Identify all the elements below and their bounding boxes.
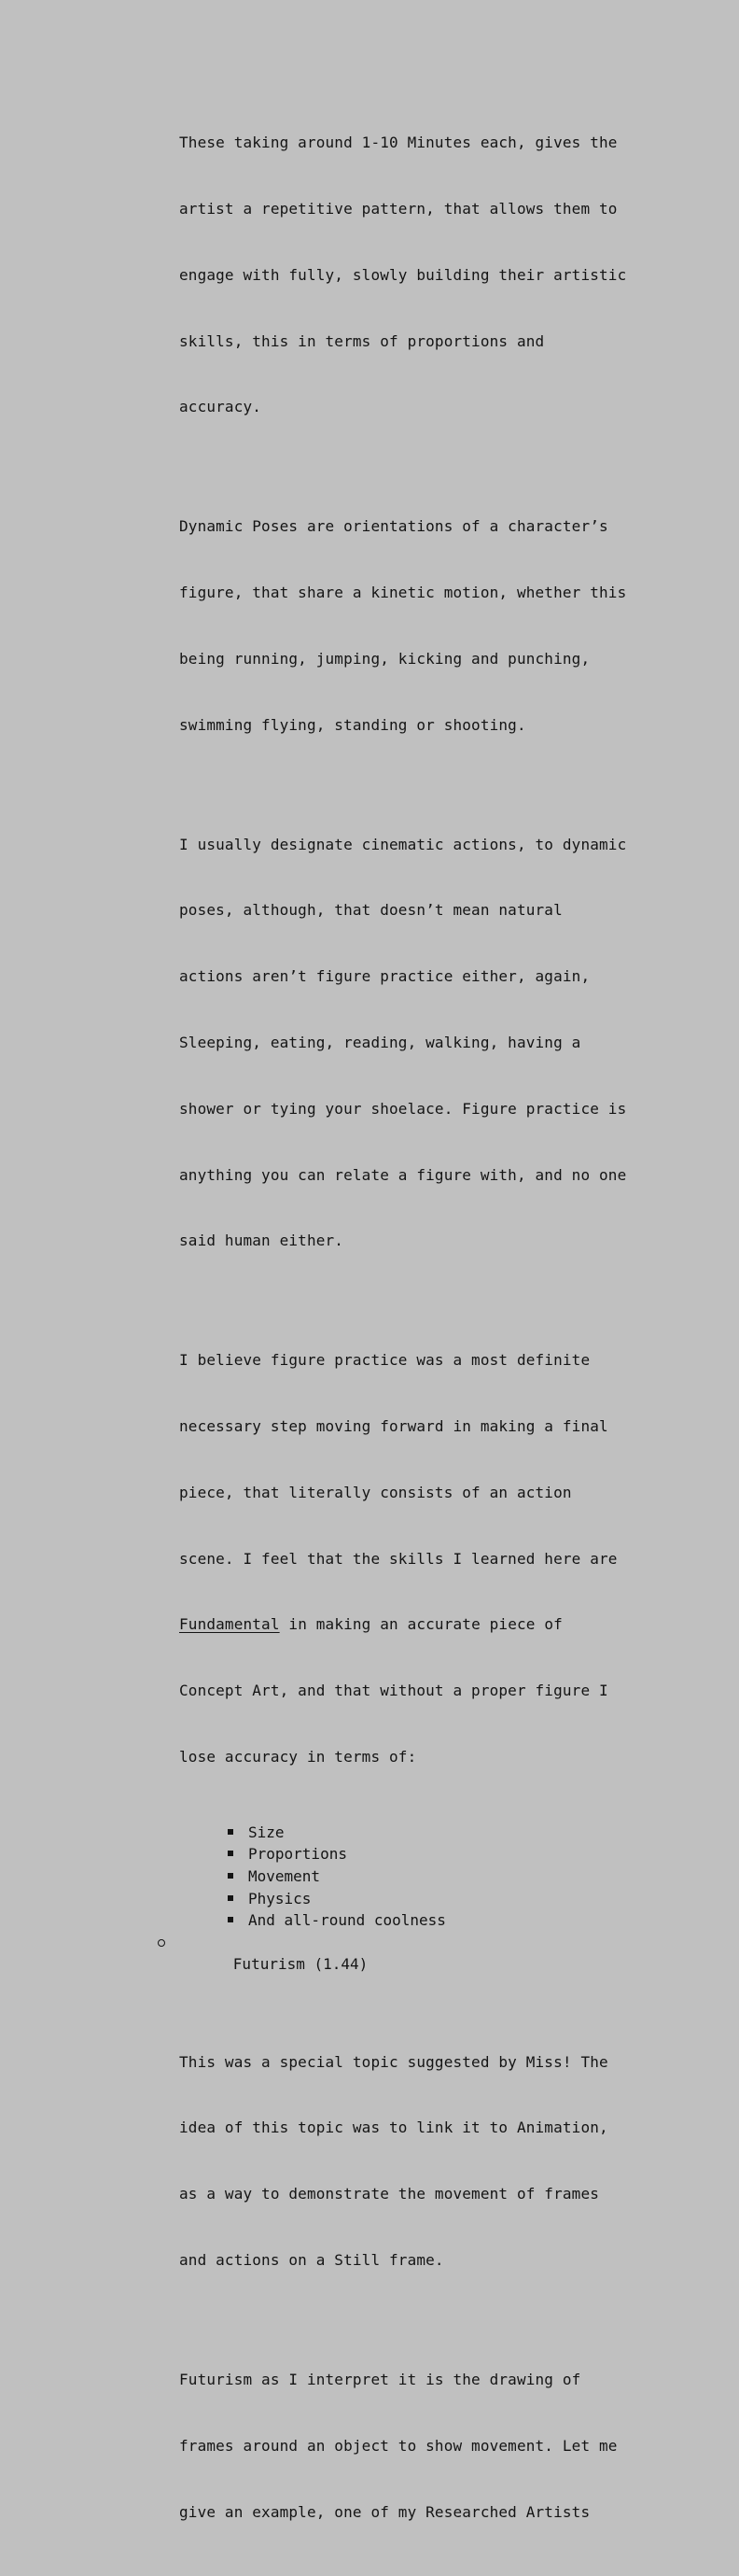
paragraph-cinematic-actions: I usually designate cinematic actions, to dynamic poses, although, that doesn’t mean natural actions aren’t figure practice either, again, Sleeping, eating, reading, walking, having a shower or tying your shoelace. Figure practice is anything you can relate a figure with, and no one said human either. (179, 835, 627, 1250)
list-item: Physics (248, 1888, 664, 1910)
paragraph-figure-timing: These taking around 1-10 Minutes each, gives the artist a repetitive pattern, that allows them to engage with fully, slowly building their artistic skills, this in terms of proportions and accuracy. (179, 134, 627, 416)
section-heading-futurism: Futurism (1.44) (179, 1932, 664, 1998)
paragraph-futurism-topic: This was a special topic suggested by Miss! The idea of this topic was to link it to Animation, as a way to demonstrate the movement of frames and actions on a Still frame. (179, 2052, 608, 2269)
paragraph-futurism-interpretation: Futurism as I interpret it is the drawing of frames around an object to show movement. Let me give an example, one of my Researched Artists (179, 2370, 618, 2521)
paragraph-dynamic-poses: Dynamic Poses are orientations of a character’s figure, that share a kinetic motion, whether this being running, jumping, kicking and punching, swimming flying, standing or shooting. (179, 517, 627, 734)
square-bullet-icon (228, 1895, 233, 1901)
square-bullet-icon (228, 1873, 233, 1879)
square-bullet-icon (228, 1829, 233, 1835)
list-item: And all-round coolness (248, 1909, 664, 1932)
body-text (179, 88, 664, 2576)
list-item: Size (248, 1822, 664, 1844)
list-item: Movement (248, 1865, 664, 1888)
square-bullet-icon (228, 1917, 233, 1922)
square-bullet-icon (228, 1851, 233, 1856)
accuracy-bullet-list (179, 1822, 664, 1932)
underlined-word-fundamental: Fundamental (179, 1615, 280, 1634)
paragraph-figure-practice-belief: I believe figure practice was a most definite necessary step moving forward in making a final piece, that literally consists of an action scene. I feel that the skills I learned here are Fundamental in making an accurate piece of Concept Art, and that without a proper figure I lose accuracy in terms of: (179, 1351, 618, 1766)
list-item: Proportions (248, 1843, 664, 1865)
hollow-circle-bullet-icon (158, 1939, 165, 1947)
